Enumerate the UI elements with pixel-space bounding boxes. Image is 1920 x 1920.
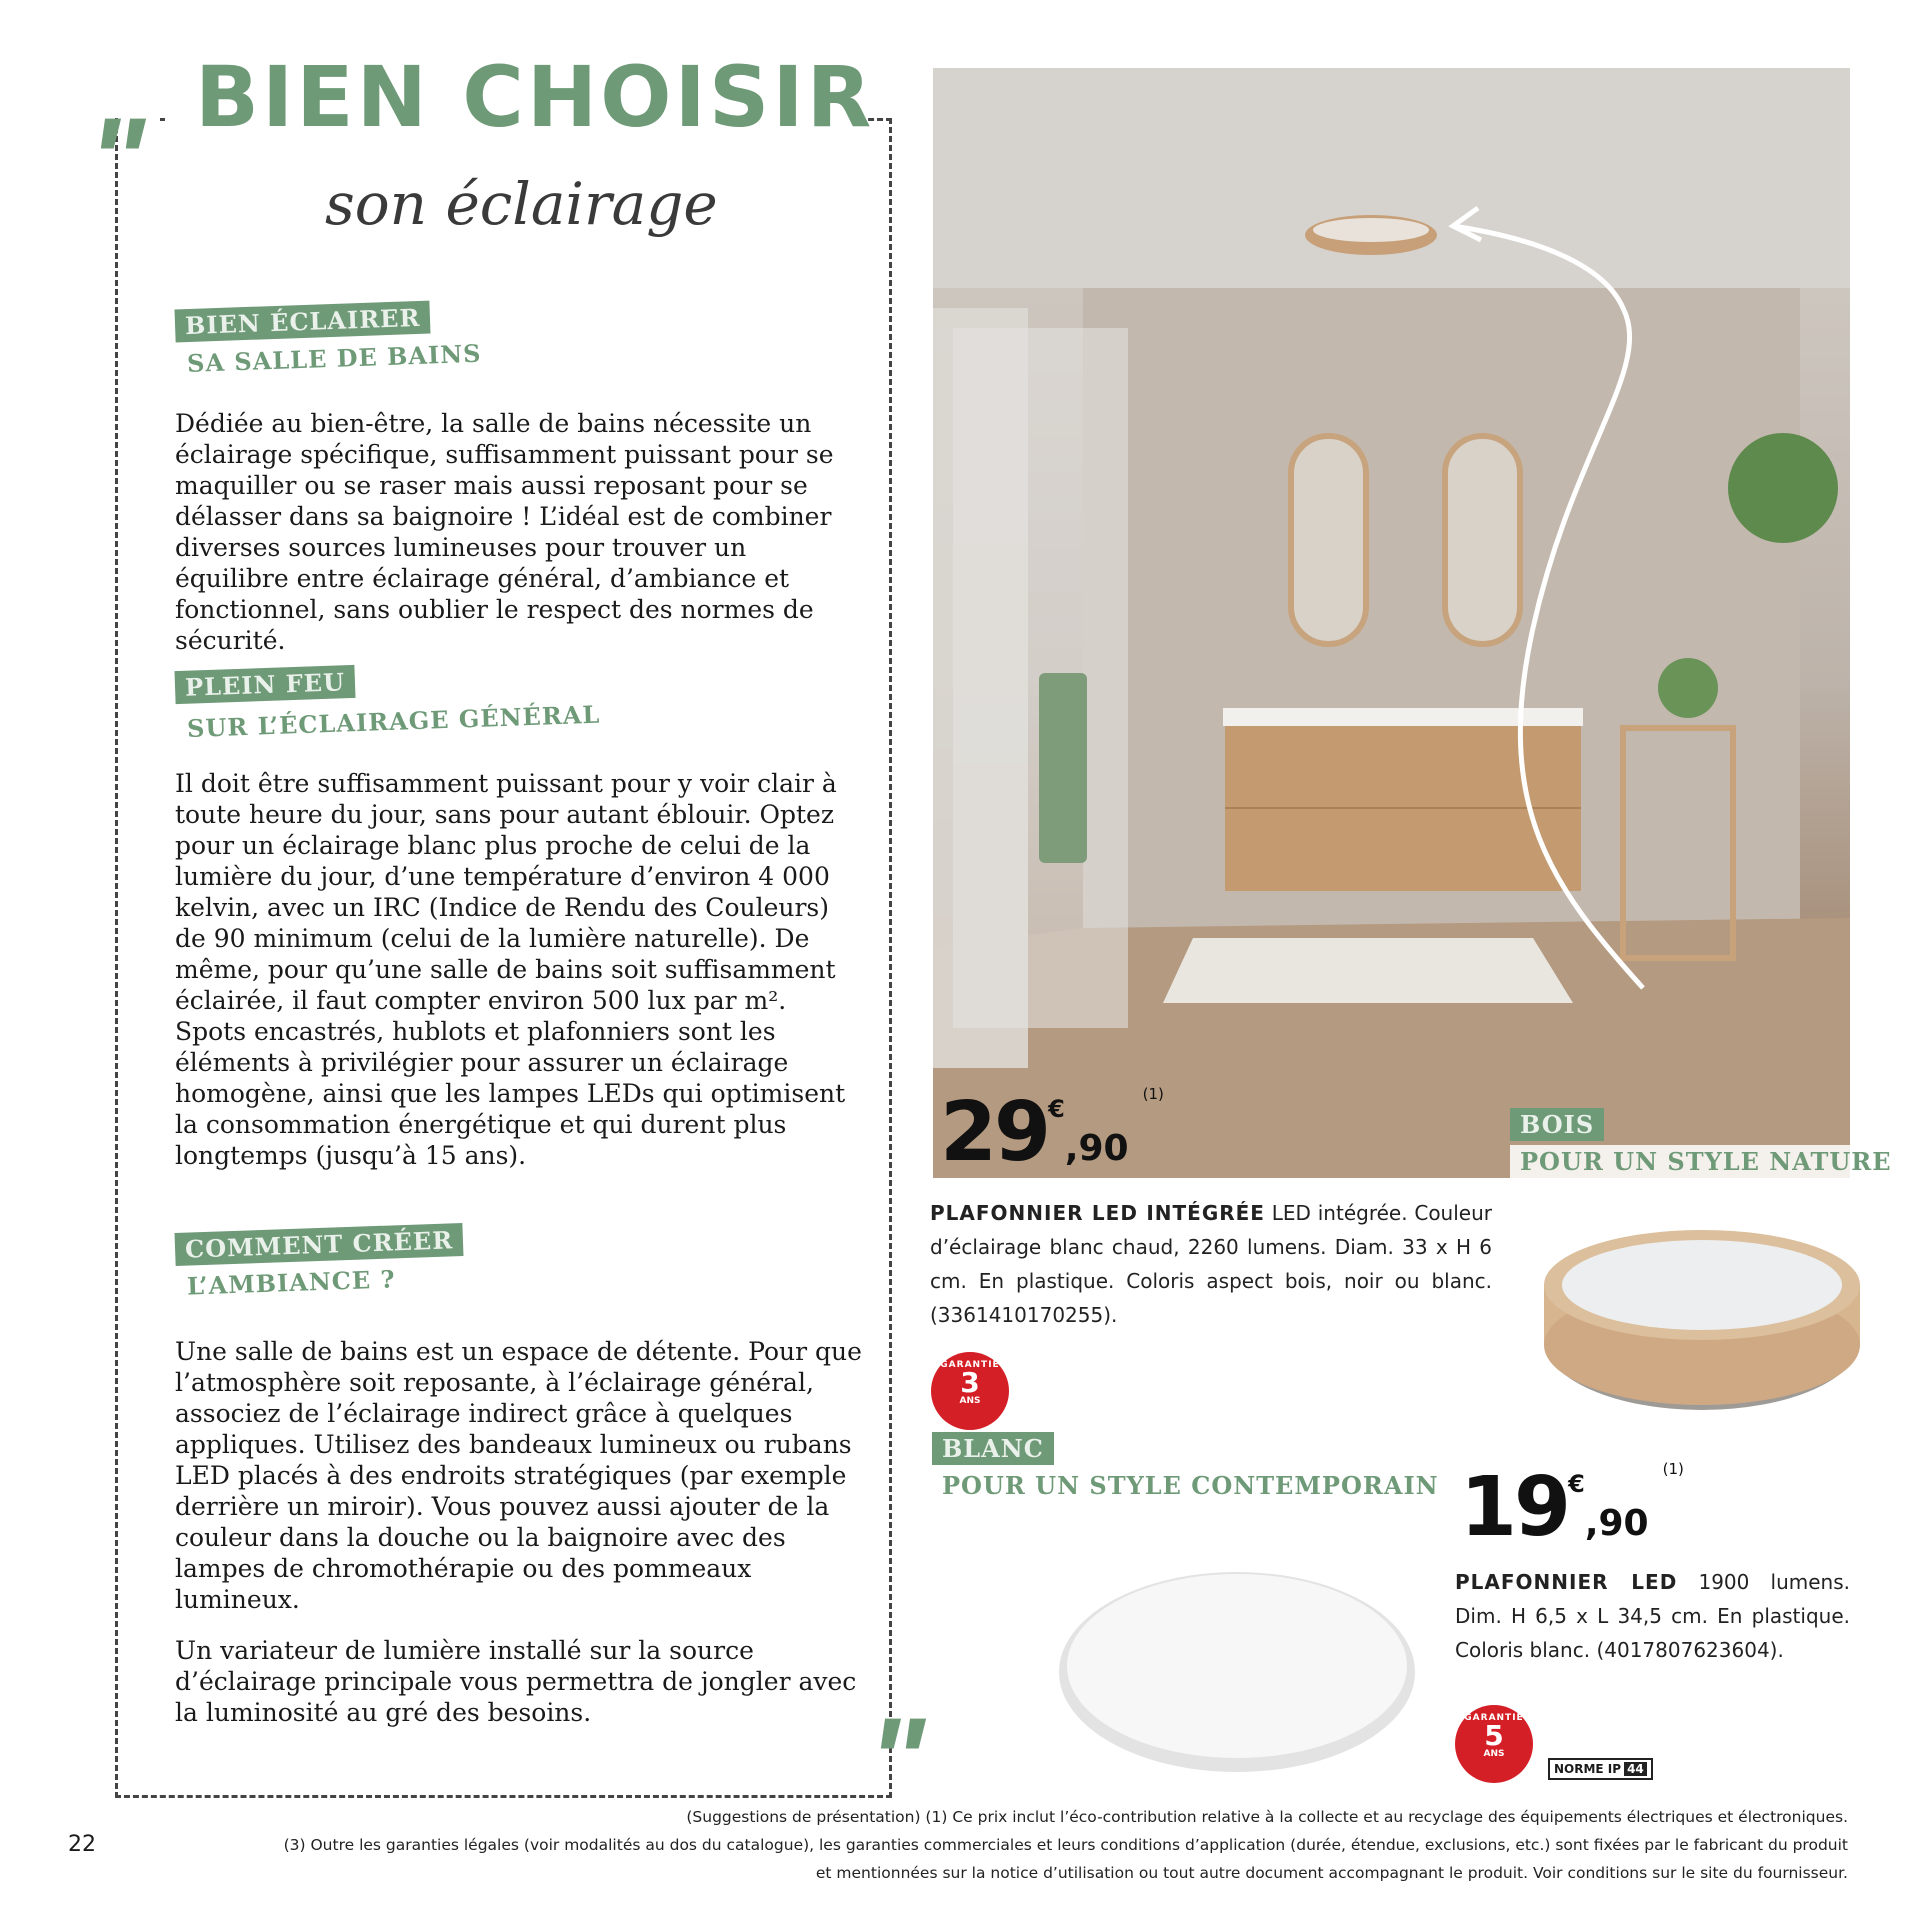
warranty-badge-3-label: GARANTIE xyxy=(940,1360,1000,1370)
wood-ceiling-light-image xyxy=(1535,1225,1870,1425)
section-heading-3-line1: COMMENT CRÉER xyxy=(175,1223,464,1266)
product-1-name: PLAFONNIER LED INTÉGRÉE xyxy=(930,1201,1265,1225)
style-tag-white-line2: POUR UN STYLE CONTEMPORAIN xyxy=(932,1469,1449,1502)
style-tag-white xyxy=(932,1432,1449,1502)
warranty-badge-3-unit: ANS xyxy=(959,1396,981,1406)
ip-norm-label: NORME IP xyxy=(1554,1762,1622,1776)
section-body-2: Il doit être suffisamment puissant pour y voir clair à toute heure du jour, sans pour autant éblouir. Optez pour un éclairage blanc plus proche de celui de la lumière du jour, d’une température d’environ 4 000 kelvin, avec un IRC (Indice de Rendu des Couleurs) de 90 minimum (celui de la lumière naturelle). De même, pour qu’une salle de bains soit suffisamment éclairée, il faut compter environ 500 lux par m². Spots encastrés, hublots et plafonniers sont les éléments à privilégier pour assurer un éclairage homogène, ainsi que les lampes LEDs qui optimisent la consommation énergétique et qui durent plus longtemps (jusqu’à 15 ans). xyxy=(175,769,846,1170)
section-heading-3 xyxy=(175,1225,463,1301)
section-body-3b: Un variateur de lumière installé sur la source d’éclairage principale vous permettra de jongler avec la luminosité au gré des besoins. xyxy=(175,1636,857,1727)
section-heading-1-line1: BIEN ÉCLAIRER xyxy=(175,301,431,343)
product-1-desc: LED intégrée. Couleur d’éclairage blanc chaud, 2260 lumens. Diam. 33 x H 6 cm. En plastique. Coloris aspect bois, noir ou blanc. (3361410170255). xyxy=(930,1201,1492,1327)
product-2-price-int: 19 xyxy=(1460,1460,1569,1555)
product-1-price xyxy=(940,1085,1164,1180)
bathroom-photo xyxy=(933,68,1850,1178)
warranty-badge-5 xyxy=(1455,1705,1533,1783)
product-2-description xyxy=(1455,1565,1850,1667)
close-quote-icon: " xyxy=(868,1693,925,1827)
section-heading-1 xyxy=(175,302,482,378)
product-1-price-note: (1) xyxy=(1142,1085,1164,1103)
section-body-1: Dédiée au bien-être, la salle de bains nécessite un éclairage spécifique, suffisamment puissant pour se maquiller ou se raser mais aussi reposant pour se délasser dans sa baignoire ! L’idéal est de combiner diverses sources lumineuses pour trouver un équilibre entre éclairage général, d’ambiance et fonctionnel, sans oublier le respect des normes de sécurité. xyxy=(175,409,834,655)
product-2-price-dec: ,90 xyxy=(1584,1503,1649,1544)
ip-norm-value: 44 xyxy=(1624,1762,1647,1776)
warranty-badge-5-unit: ANS xyxy=(1483,1749,1505,1759)
warranty-badge-5-label: GARANTIE xyxy=(1464,1713,1524,1723)
style-tag-wood xyxy=(1510,1108,1902,1178)
style-tag-wood-line1: BOIS xyxy=(1510,1108,1604,1141)
product-2-price xyxy=(1460,1460,1684,1555)
bathroom-illustration xyxy=(933,68,1850,1178)
page-subtitle: son éclairage xyxy=(325,170,718,238)
footnote-1: (Suggestions de présentation) (1) Ce prix inclut l’éco-contribution relative à la collecte et au recyclage des équipements électriques et électroniques. xyxy=(686,1808,1848,1826)
white-ceiling-light-image xyxy=(1055,1560,1420,1775)
page-number: 22 xyxy=(68,1832,96,1857)
warranty-badge-3 xyxy=(931,1352,1009,1430)
section-heading-2-line1: PLEIN FEU xyxy=(174,665,355,704)
warranty-badge-3-years: 3 xyxy=(960,1366,980,1399)
section-heading-1-line2: SA SALLE DE BAINS xyxy=(186,338,482,378)
product-1-price-currency: € xyxy=(1048,1095,1065,1123)
product-2-desc: 1900 lumens. Dim. H 6,5 x L 34,5 cm. En plastique. Coloris blanc. (4017807623604). xyxy=(1455,1570,1851,1662)
product-1-price-dec: ,90 xyxy=(1064,1128,1129,1169)
style-tag-wood-line2: POUR UN STYLE NATURE xyxy=(1510,1145,1902,1178)
open-quote-icon: " xyxy=(88,93,145,227)
footnote-3: et mentionnées sur la notice d’utilisation ou tout autre document accompagnant le produit. Voir conditions sur le site du fournisseur. xyxy=(815,1864,1848,1882)
section-body-3: Une salle de bains est un espace de détente. Pour que l’atmosphère soit reposante, à l’éclairage général, associez de l’éclairage indirect grâce à quelques appliques. Utilisez des bandeaux lumineux ou rubans LED placés à des endroits stratégiques (par exemple derrière un miroir). Vous pouvez aussi ajouter de la couleur dans la douche ou la baignoire avec des lampes de chromothérapie ou des pommeaux lumineux. xyxy=(175,1337,862,1614)
product-2-price-currency: € xyxy=(1568,1470,1585,1498)
product-1-price-int: 29 xyxy=(940,1085,1049,1180)
footnote-2: (3) Outre les garanties légales (voir modalités au dos du catalogue), les garanties commerciales et leurs conditions d’application (durée, étendue, exclusions, etc.) sont fixées par le fabricant du produit xyxy=(283,1836,1848,1854)
section-heading-2-line2: SUR L’ÉCLAIRAGE GÉNÉRAL xyxy=(186,699,601,743)
product-2-name: PLAFONNIER LED xyxy=(1455,1570,1678,1594)
section-heading-3-line2: L’AMBIANCE ? xyxy=(186,1264,397,1301)
warranty-badge-5-years: 5 xyxy=(1484,1719,1504,1752)
product-2-price-note: (1) xyxy=(1662,1460,1684,1478)
style-tag-white-line1: BLANC xyxy=(932,1432,1054,1465)
page-title: BIEN CHOISIR xyxy=(195,48,875,146)
product-1-description xyxy=(930,1196,1492,1332)
section-heading-2 xyxy=(175,667,601,743)
ip-norm-badge xyxy=(1548,1758,1653,1780)
